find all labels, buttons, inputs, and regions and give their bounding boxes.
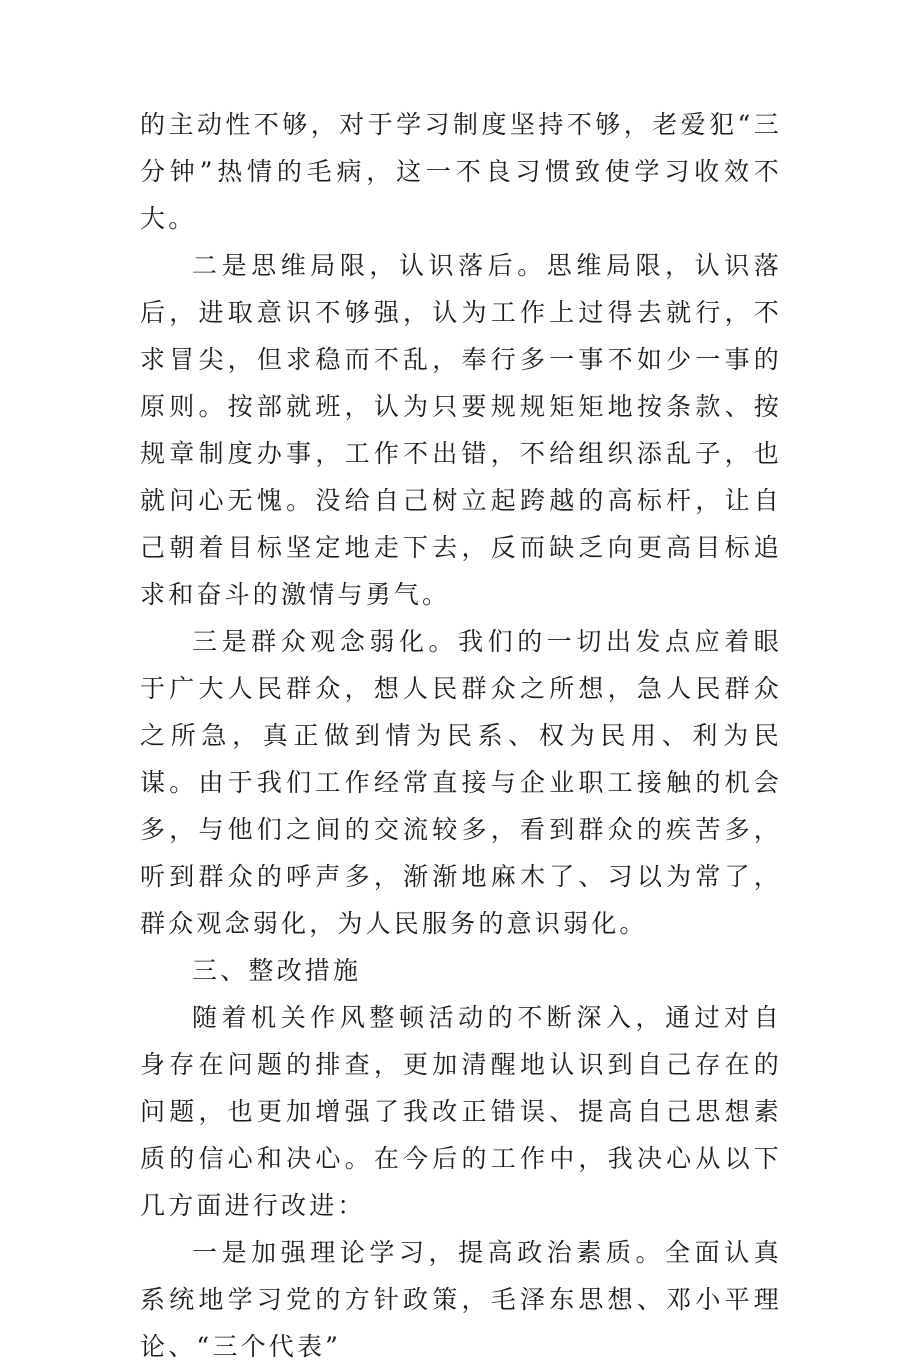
paragraph-theory-study: 一是加强理论学习，提高政治素质。全面认真系统地学习党的方针政策，毛泽东思想、邓小平理论、“三个代表” xyxy=(140,1238,782,1361)
document-body xyxy=(140,101,782,1370)
paragraph-mass-concept: 三是群众观念弱化。我们的一切出发点应着眼于广大人民群众，想人民群众之所想，急人民群众之所急，真正做到情为民系、权为民用、利为民谋。由于我们工作经常直接与企业职工接触的机会多，与他们之间的交流较多，看到群众的疾苦多，听到群众的呼声多，渐渐地麻木了、习以为常了，群众观念弱化，为人民服务的意识弱化。 xyxy=(140,627,782,938)
paragraph-rectification-intro: 随着机关作风整顿活动的不断深入，通过对自身存在问题的排查，更加清醒地认识到自己存在的问题，也更加增强了我改正错误、提高自己思想素质的信心和决心。在今后的工作中，我决心从以下几方面进行改进： xyxy=(140,1003,782,1220)
paragraph-thinking-limits: 二是思维局限，认识落后。思维局限，认识落后，进取意识不够强，认为工作上过得去就行，不求冒尖，但求稳而不乱，奉行多一事不如少一事的原则。按部就班，认为只要规规矩矩地按条款、按规章制度办事，工作不出错，不给组织添乱子，也就问心无愧。没给自己树立起跨越的高标杆，让自己朝着目标坚定地走下去，反而缺乏向更高目标追求和奋斗的激情与勇气。 xyxy=(140,251,782,609)
section-heading-rectification: 三、整改措施 xyxy=(192,956,362,985)
paragraph-continuation: 的主动性不够，对于学习制度坚持不够，老爱犯“三分钟”热情的毛病，这一不良习惯致使学习收效不大。 xyxy=(140,110,782,233)
